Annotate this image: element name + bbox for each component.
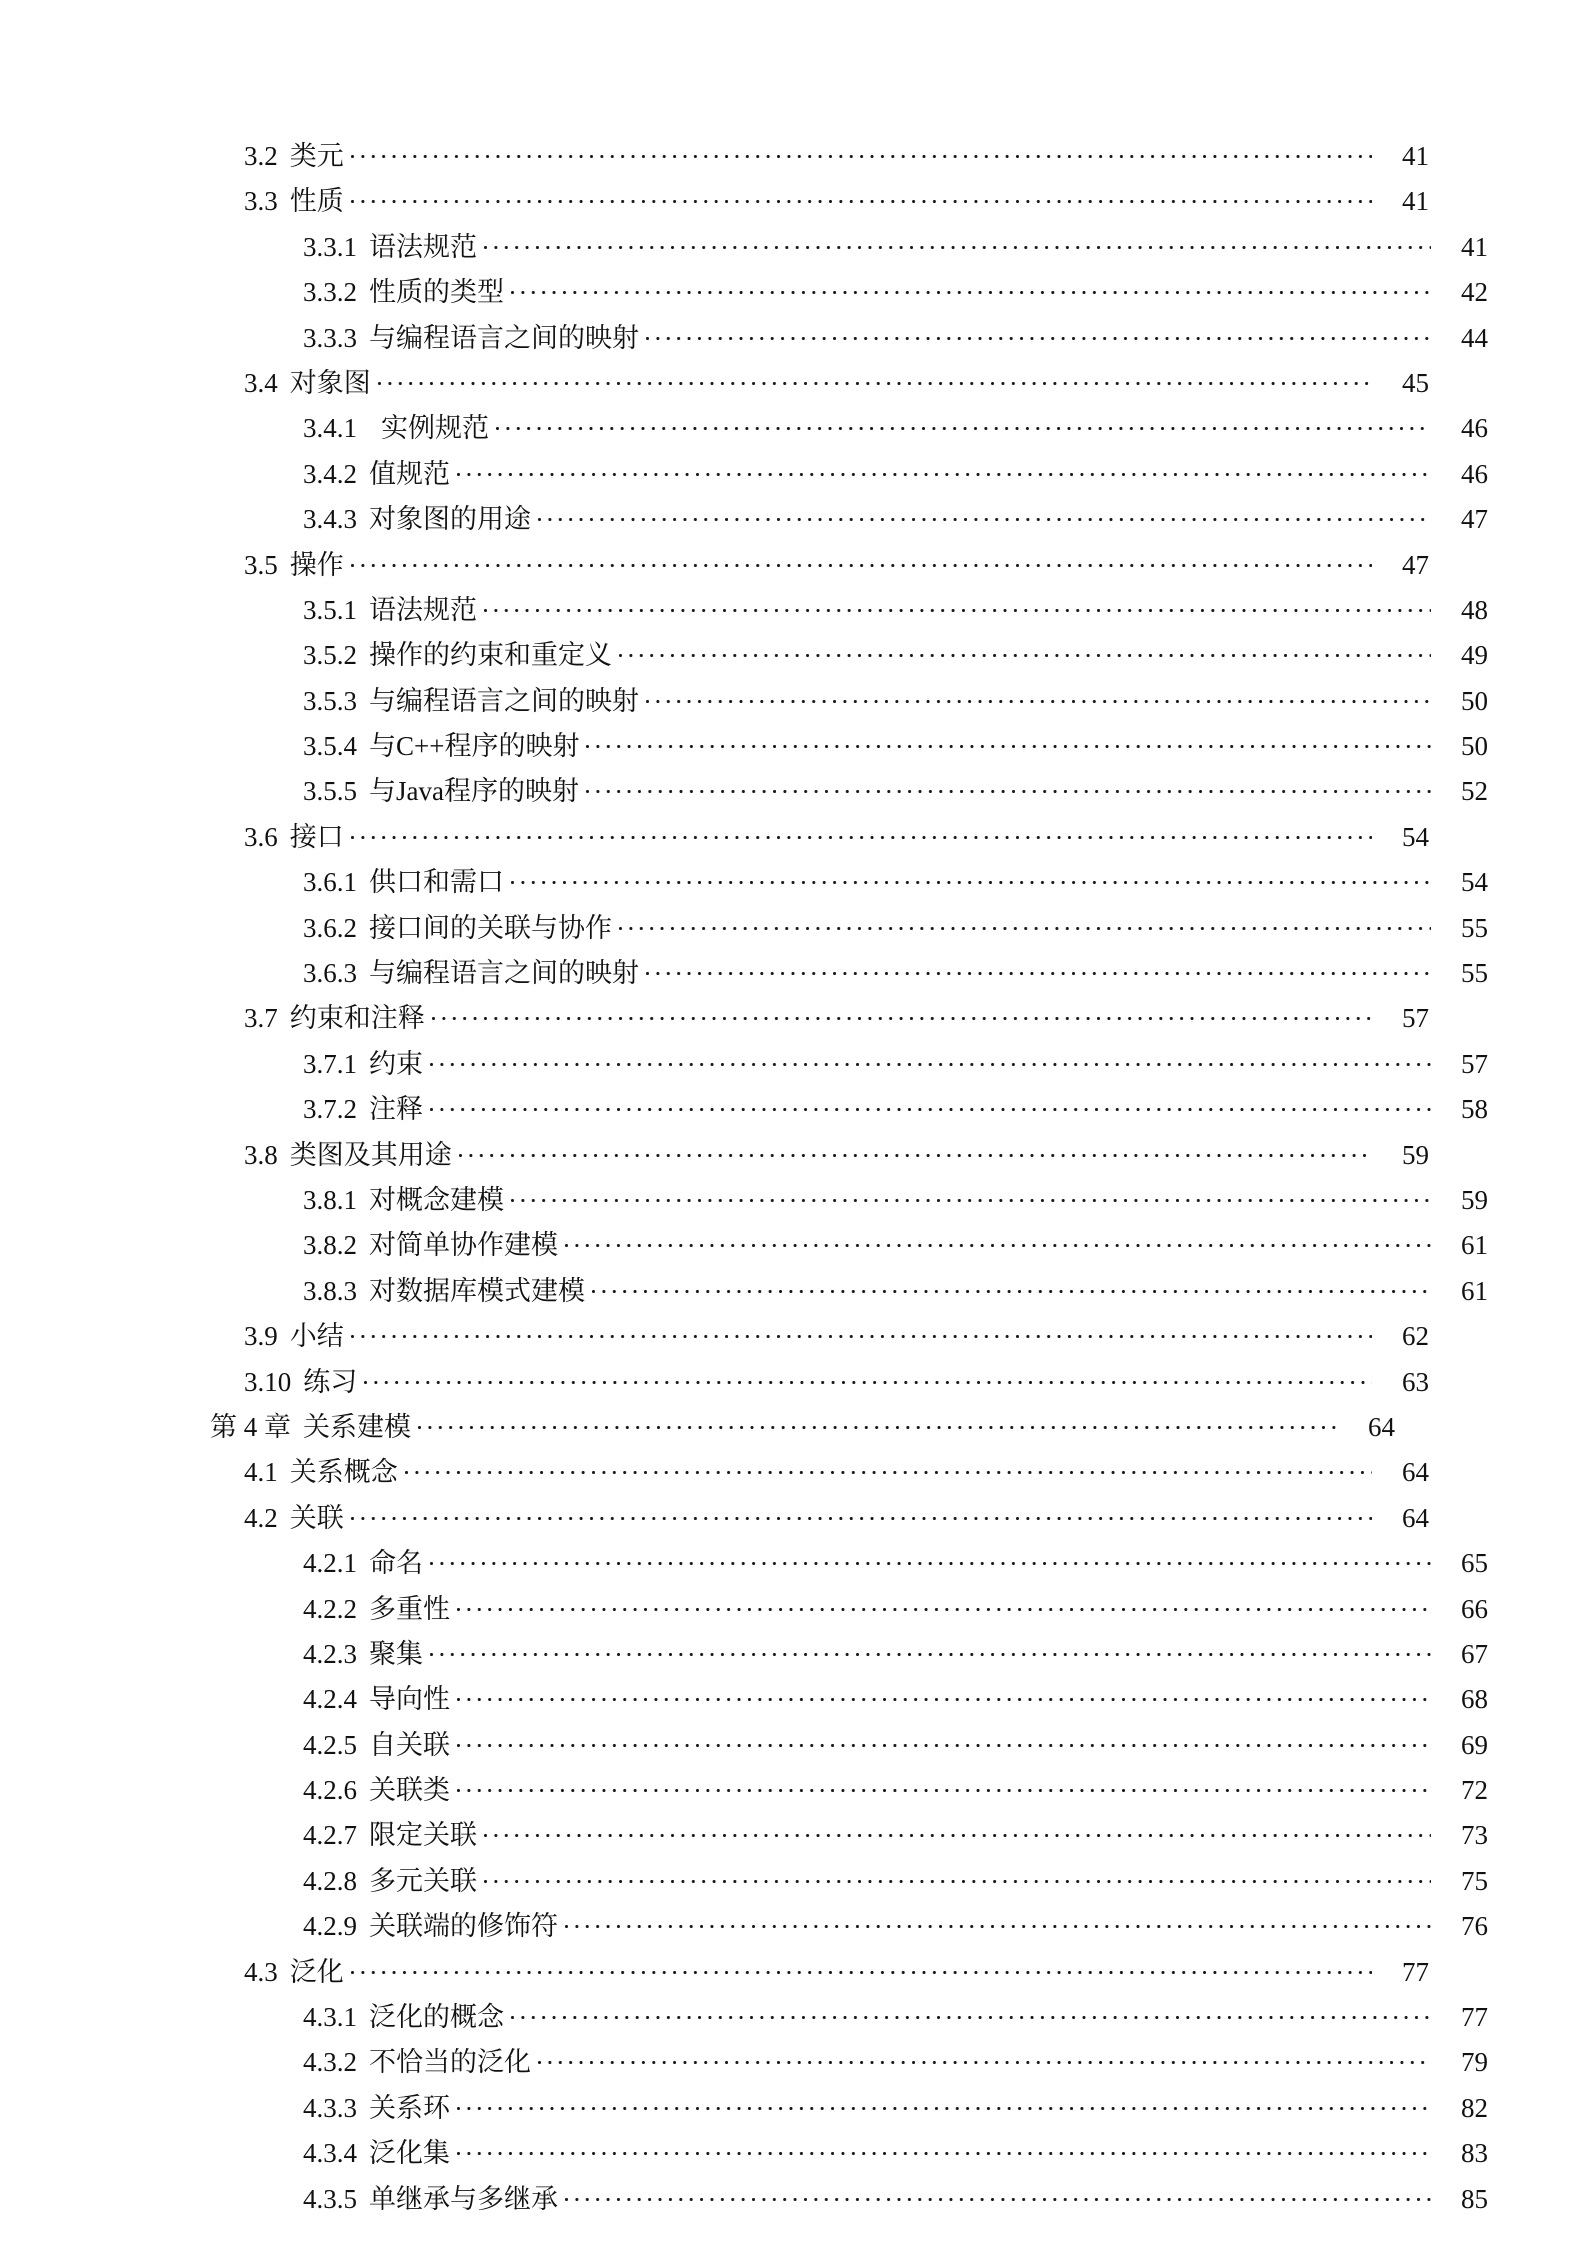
toc-entry-number: 3.6.2 [303,912,357,943]
toc-entry-number: 3.8.3 [303,1275,357,1306]
toc-entry-number: 4.2.3 [303,1638,357,1669]
toc-entry-page-number: 66 [1461,1593,1488,1624]
toc-entry[interactable] [210,773,1488,818]
toc-entry-number: 4.2.7 [303,1820,357,1851]
toc-entry-title: 导向性 [369,1684,450,1715]
toc-entry-title: 与C++程序的映射 [369,731,580,762]
toc-entry-title: 练习 [303,1366,358,1397]
toc-entry[interactable] [210,728,1488,773]
toc-entry[interactable] [210,1318,1429,1363]
toc-entry-number: 4.2 [244,1502,278,1533]
toc-entry-title: 泛化的概念 [369,2002,504,2033]
toc-entry-number: 3.10 [244,1366,292,1397]
toc-entry[interactable] [210,1137,1429,1182]
toc-leader-dots [592,1273,1431,1300]
toc-entry[interactable] [210,138,1429,183]
toc-entry-number: 3.5.5 [303,776,357,807]
toc-entry-title: 对概念建模 [369,1184,504,1215]
toc-leader-dots [511,1999,1431,2026]
toc-leader-dots [484,1817,1431,1844]
toc-entry-title: 单继承与多继承 [369,2183,558,2214]
toc-entry-number: 4.2.4 [303,1684,357,1715]
toc-entry-page-number: 44 [1461,322,1488,353]
toc-entry[interactable] [210,1681,1488,1726]
toc-entry[interactable] [210,1908,1488,1953]
toc-leader-dots [565,1908,1431,1935]
toc-entry-page-number: 46 [1461,458,1488,489]
toc-entry-number: 4.3.1 [303,2002,357,2033]
toc-entry-page-number: 65 [1461,1548,1488,1579]
toc-entry-number: 3.5.2 [303,640,357,671]
toc-entry-title: 关系环 [369,2092,450,2123]
toc-entry-title: 对数据库模式建模 [369,1275,585,1306]
toc-leader-dots [430,1046,1431,1073]
toc-entry[interactable] [210,229,1488,274]
toc-entry-number: 3.9 [244,1321,278,1352]
toc-entry[interactable] [210,1046,1488,1091]
toc-leader-dots [565,1227,1431,1254]
toc-entry-title: 实例规范 [381,413,489,444]
toc-leader-dots [457,456,1431,483]
toc-leader-dots [378,365,1372,392]
toc-entry-title: 不恰当的泛化 [369,2047,531,2078]
toc-entry-page-number: 59 [1461,1184,1488,1215]
toc-entry[interactable] [210,2044,1488,2089]
toc-entry[interactable] [210,1409,1395,1454]
toc-entry-number: 4.3.2 [303,2047,357,2078]
toc-entry[interactable] [210,864,1488,909]
toc-entry-page-number: 62 [1402,1321,1429,1352]
toc-leader-dots [619,910,1431,937]
toc-entry-title: 命名 [369,1548,423,1579]
toc-entry[interactable] [210,1227,1488,1272]
toc-entry[interactable] [210,501,1488,546]
toc-entry[interactable] [210,547,1429,592]
toc-entry-number: 4.2.8 [303,1865,357,1896]
toc-leader-dots [538,2044,1431,2071]
toc-entry[interactable] [210,1954,1429,1999]
toc-leader-dots [457,1727,1431,1754]
toc-entry-number: 4.2.6 [303,1775,357,1806]
toc-entry-page-number: 46 [1461,413,1488,444]
toc-entry-title: 关联 [289,1502,344,1533]
toc-entry-title: 与编程语言之间的映射 [369,322,639,353]
toc-entry-page-number: 76 [1461,1911,1488,1942]
toc-entry[interactable] [210,1636,1488,1681]
toc-entry-title: 对简单协作建模 [369,1230,558,1261]
toc-entry[interactable] [210,1182,1488,1227]
toc-entry-page-number: 49 [1461,640,1488,671]
toc-entry-title: 操作 [289,549,344,580]
toc-entry-title: 供口和需口 [369,867,504,898]
toc-leader-dots [351,1954,1372,1981]
toc-entry-page-number: 42 [1461,277,1488,308]
toc-entry-title: 约束和注释 [289,1003,425,1034]
toc-entry-number: 3.8.1 [303,1184,357,1215]
toc-entry-title: 关联端的修饰符 [369,1911,558,1942]
toc-entry-page-number: 41 [1402,141,1429,171]
toc-entry-number: 3.3.3 [303,322,357,353]
toc-leader-dots [351,138,1372,165]
toc-entry-title: 泛化集 [369,2138,450,2169]
toc-entry[interactable] [210,2090,1488,2135]
toc-leader-dots [538,501,1431,528]
toc-leader-dots [457,1591,1431,1618]
toc-entry[interactable] [210,955,1488,1000]
toc-entry-title: 与Java程序的映射 [369,776,579,807]
toc-entry-number: 3.2 [244,141,278,171]
toc-entry-title: 关联类 [369,1775,450,1806]
toc-entry-page-number: 54 [1461,867,1488,898]
toc-entry-title: 限定关联 [369,1820,477,1851]
toc-entry-number: 3.7 [244,1003,278,1034]
toc-entry[interactable] [210,1091,1488,1136]
toc-entry[interactable] [210,637,1488,682]
toc-leader-dots [496,410,1431,437]
toc-entry-number: 3.7.2 [303,1094,357,1125]
toc-leader-dots [511,864,1431,891]
toc-entry-page-number: 79 [1461,2047,1488,2078]
toc-leader-dots [418,1409,1338,1436]
toc-entry-number: 4.3.5 [303,2183,357,2214]
toc-entry[interactable] [210,910,1488,955]
toc-leader-dots [511,274,1431,301]
toc-leader-dots [364,1364,1372,1391]
toc-entry-title: 与编程语言之间的映射 [369,685,639,716]
toc-entry[interactable] [210,1454,1429,1499]
toc-entry-page-number: 63 [1402,1366,1429,1397]
toc-entry-title: 多重性 [369,1593,450,1624]
toc-entry-number: 3.7.1 [303,1048,357,1079]
toc-entry[interactable] [210,1727,1488,1772]
toc-entry-title: 接口 [289,821,344,852]
toc-entry-page-number: 54 [1402,821,1429,852]
toc-entry-title: 语法规范 [369,231,477,262]
toc-entry[interactable] [210,1000,1429,1045]
toc-entry[interactable] [210,683,1488,728]
toc-entry[interactable] [210,456,1488,501]
toc-entry-number: 4.3 [244,1956,278,1987]
toc-entry-title: 对象图 [289,367,371,398]
toc-leader-dots [619,637,1431,664]
toc-leader-dots [351,547,1372,574]
toc-entry-number: 3.8 [244,1139,278,1170]
toc-leader-dots [351,819,1372,846]
toc-entry-page-number: 85 [1461,2183,1488,2214]
toc-entry-title: 类图及其用途 [289,1139,452,1170]
toc-entry-title: 关系建模 [303,1411,411,1442]
toc-entry-number: 3.3 [244,186,278,217]
table-of-contents [210,138,1488,2226]
toc-entry-page-number: 55 [1461,958,1488,989]
toc-entry-number: 3.5 [244,549,278,580]
toc-entry-page-number: 69 [1461,1729,1488,1760]
toc-entry[interactable] [210,320,1488,365]
toc-entry[interactable] [210,410,1488,455]
toc-leader-dots [646,320,1431,347]
toc-entry[interactable] [210,1545,1488,1590]
toc-entry-number: 3.6.1 [303,867,357,898]
toc-entry[interactable] [210,2181,1488,2226]
toc-entry-title: 接口间的关联与协作 [369,912,612,943]
toc-entry-number: 3.5.4 [303,731,357,762]
toc-entry-number: 4.3.3 [303,2092,357,2123]
toc-entry-title: 自关联 [369,1729,450,1760]
toc-entry[interactable] [210,1364,1429,1409]
toc-entry-number: 4.1 [244,1457,278,1488]
toc-entry-page-number: 41 [1402,186,1429,217]
toc-entry-page-number: 61 [1461,1275,1488,1306]
toc-entry-title: 关系概念 [289,1457,398,1488]
toc-entry-number: 3.5.1 [303,594,357,625]
toc-entry-page-number: 48 [1461,594,1488,625]
toc-leader-dots [457,2090,1431,2117]
toc-entry-number: 3.8.2 [303,1230,357,1261]
toc-entry-number: 4.2.1 [303,1548,357,1579]
toc-entry[interactable] [210,1591,1488,1636]
toc-entry-page-number: 64 [1402,1502,1429,1533]
toc-entry-page-number: 59 [1402,1139,1429,1170]
toc-entry-number: 3.4.2 [303,458,357,489]
toc-entry[interactable] [210,274,1488,319]
toc-entry-page-number: 64 [1402,1457,1429,1488]
toc-leader-dots [565,2181,1431,2208]
toc-entry-number: 3.4 [244,367,278,398]
toc-entry-page-number: 50 [1461,685,1488,716]
toc-leader-dots [430,1636,1431,1663]
toc-entry-title: 泛化 [289,1956,344,1987]
toc-entry-page-number: 50 [1461,731,1488,762]
toc-leader-dots [457,2135,1431,2162]
toc-entry-page-number: 55 [1461,912,1488,943]
toc-entry-page-number: 61 [1461,1230,1488,1261]
toc-entry-title: 值规范 [369,458,450,489]
toc-leader-dots [351,183,1372,210]
toc-entry-page-number: 83 [1461,2138,1488,2169]
toc-entry-page-number: 67 [1461,1638,1488,1669]
toc-entry-title: 小结 [289,1321,344,1352]
toc-entry[interactable] [210,1500,1429,1545]
toc-entry[interactable] [210,1772,1488,1817]
toc-entry[interactable] [210,1817,1488,1862]
toc-entry-page-number: 72 [1461,1775,1488,1806]
toc-leader-dots [484,1863,1431,1890]
toc-leader-dots [432,1000,1372,1027]
toc-entry-page-number: 64 [1368,1411,1395,1442]
toc-entry-title: 对象图的用途 [369,504,531,535]
toc-entry-title: 多元关联 [369,1865,477,1896]
toc-entry-page-number: 52 [1461,776,1488,807]
toc-leader-dots [646,955,1431,982]
toc-entry-number: 3.6 [244,821,278,852]
toc-entry-title: 类元 [289,141,344,171]
toc-leader-dots [646,683,1431,710]
toc-entry-page-number: 47 [1402,549,1429,580]
toc-entry-page-number: 57 [1461,1048,1488,1079]
toc-entry-number: 4.2.9 [303,1911,357,1942]
toc-entry-number: 3.5.3 [303,685,357,716]
toc-leader-dots [457,1681,1431,1708]
toc-leader-dots [430,1545,1431,1572]
toc-leader-dots [484,592,1431,619]
toc-entry-number: 3.4.1 [303,413,357,444]
toc-entry-title: 性质的类型 [369,277,504,308]
toc-entry-title: 操作的约束和重定义 [369,640,612,671]
toc-entry-number: 3.3.1 [303,231,357,262]
toc-entry-page-number: 68 [1461,1684,1488,1715]
toc-leader-dots [459,1137,1372,1164]
toc-entry-page-number: 75 [1461,1865,1488,1896]
toc-entry[interactable] [210,183,1429,228]
toc-entry[interactable] [210,365,1429,410]
toc-entry-title: 注释 [369,1094,423,1125]
toc-entry-number: 3.4.3 [303,504,357,535]
toc-entry-number: 第 4 章 [210,1411,291,1442]
toc-entry-title: 性质 [289,186,344,217]
toc-entry-page-number: 77 [1461,2002,1488,2033]
toc-entry-title: 约束 [369,1048,423,1079]
toc-entry[interactable] [210,819,1429,864]
toc-leader-dots [511,1182,1431,1209]
toc-leader-dots [430,1091,1431,1118]
toc-leader-dots [351,1500,1372,1527]
toc-entry-page-number: 73 [1461,1820,1488,1851]
toc-entry[interactable] [210,1999,1488,2044]
toc-entry-number: 3.6.3 [303,958,357,989]
toc-leader-dots [405,1454,1372,1481]
toc-entry-page-number: 82 [1461,2092,1488,2123]
toc-entry-page-number: 47 [1461,504,1488,535]
toc-entry[interactable] [210,2135,1488,2180]
toc-entry-number: 4.3.4 [303,2138,357,2169]
toc-entry-title: 与编程语言之间的映射 [369,958,639,989]
toc-entry-title: 语法规范 [369,594,477,625]
toc-entry-page-number: 41 [1461,231,1488,262]
toc-leader-dots [351,1318,1372,1345]
toc-entry-page-number: 57 [1402,1003,1429,1034]
toc-leader-dots [484,229,1431,256]
toc-entry-title: 聚集 [369,1638,423,1669]
toc-entry-page-number: 58 [1461,1094,1488,1125]
toc-entry-number: 3.3.2 [303,277,357,308]
toc-leader-dots [586,728,1431,755]
toc-entry-page-number: 45 [1402,367,1429,398]
toc-entry-number: 4.2.2 [303,1593,357,1624]
toc-leader-dots [586,773,1431,800]
toc-entry-page-number: 77 [1402,1956,1429,1987]
toc-leader-dots [457,1772,1431,1799]
toc-entry[interactable] [210,1273,1488,1318]
toc-entry-number: 4.2.5 [303,1729,357,1760]
toc-entry[interactable] [210,592,1488,637]
toc-entry[interactable] [210,1863,1488,1908]
